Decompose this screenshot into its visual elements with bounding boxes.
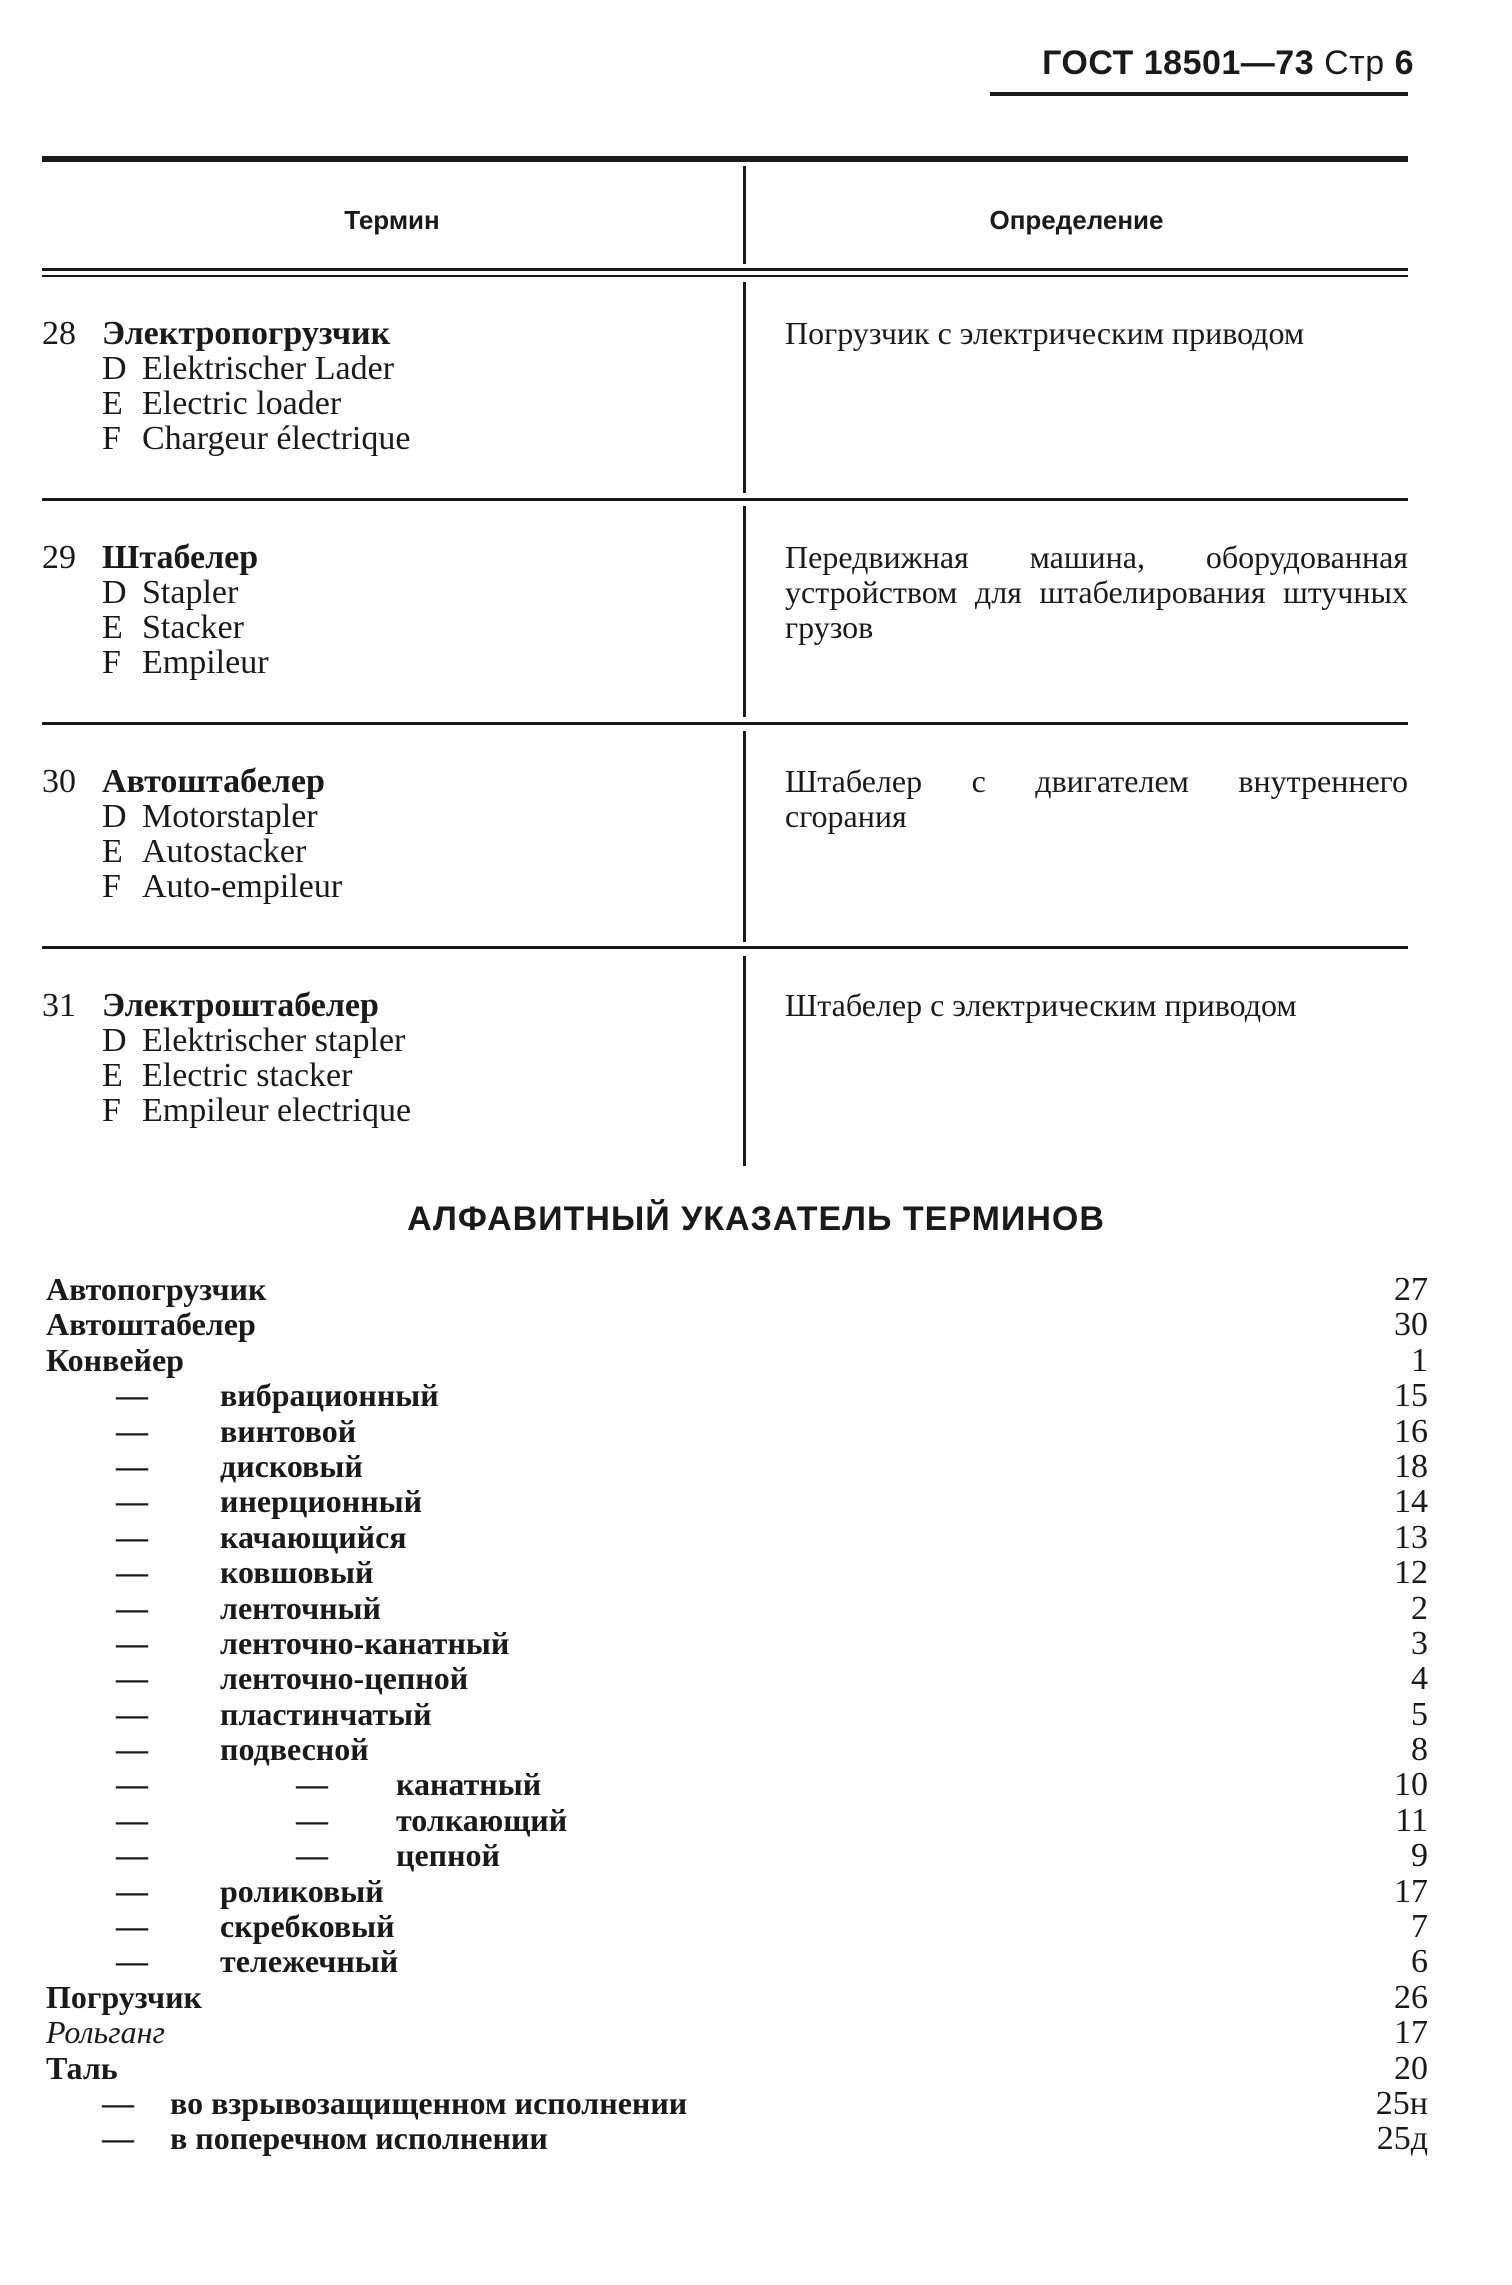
index-term: Автопогрузчик (46, 1271, 267, 1307)
index-dash: — (102, 2120, 134, 2157)
translation-text: Stapler (142, 574, 239, 611)
index-page-number: 2 (1411, 1589, 1428, 1627)
translation-text: Auto-empileur (142, 868, 343, 905)
index-page-number: 7 (1411, 1908, 1428, 1946)
term-number: 29 (42, 539, 76, 576)
translation-language: E (102, 385, 123, 422)
index-dash: — (116, 1908, 148, 1945)
column-heading-term: Термин (344, 205, 440, 235)
index-entry (46, 1874, 1428, 1909)
index-page-number: 5 (1411, 1695, 1428, 1733)
term-entry (42, 540, 732, 680)
translation-text: Motorstapler (142, 798, 318, 835)
index-dash: — (296, 1766, 328, 1803)
page-header (1042, 44, 1414, 83)
index-entry (46, 1838, 1428, 1873)
column-divider (743, 166, 746, 264)
index-dash: — (116, 1589, 148, 1626)
term-translation (42, 386, 732, 421)
index-dash: — (116, 1695, 148, 1732)
index-page-number: 17 (1394, 2014, 1428, 2052)
translation-language: D (102, 798, 127, 835)
index-page-number: 16 (1394, 1412, 1428, 1450)
column-heading-definition: Определение (989, 205, 1164, 235)
page-number: 6 (1394, 44, 1414, 82)
index-dash: — (116, 1731, 148, 1768)
index-entry (46, 1307, 1428, 1342)
index-dash: — (116, 1412, 148, 1449)
index-term: во взрывозащищенном исполнении (170, 2084, 688, 2121)
term-translation (42, 610, 732, 645)
term-russian: Электропогрузчик (102, 315, 391, 352)
index-dash: — (296, 1837, 328, 1874)
index-page-number: 30 (1394, 1306, 1428, 1344)
translation-language: D (102, 574, 127, 611)
index-term: скребковый (220, 1908, 395, 1945)
term-translation (42, 1058, 732, 1093)
index-title: АЛФАВИТНЫЙ УКАЗАТЕЛЬ ТЕРМИНОВ (407, 1200, 1105, 1238)
term-russian: Штабелер (102, 539, 259, 576)
term-definition: Штабелер с двигателем внутреннего сгорания (785, 763, 1408, 834)
term-translation (42, 575, 732, 610)
index-page-number: 25д (1376, 2120, 1428, 2158)
index-dash: — (116, 1447, 148, 1484)
index-term: ленточно-цепной (220, 1660, 469, 1697)
page-label: Стр (1324, 44, 1385, 82)
index-dash: — (116, 1624, 148, 1661)
translation-text: Chargeur électrique (142, 420, 411, 457)
index-dash: — (102, 2084, 134, 2121)
index-term: ковшовый (220, 1554, 374, 1591)
index-page-number: 3 (1411, 1624, 1428, 1662)
term-translation (42, 351, 732, 386)
index-entry (46, 1343, 1428, 1378)
index-term: вибрационный (220, 1377, 439, 1414)
index-dash: — (296, 1801, 328, 1838)
index-dash: — (116, 1483, 148, 1520)
translation-text: Electric stacker (142, 1057, 353, 1094)
index-term: роликовый (220, 1872, 384, 1909)
index-entry (46, 1484, 1428, 1519)
translation-language: E (102, 609, 123, 646)
term-entry (42, 764, 732, 904)
term-translation (42, 645, 732, 680)
term-number: 30 (42, 763, 76, 800)
index-page-number: 26 (1394, 1978, 1428, 2016)
column-divider (743, 506, 746, 717)
index-entry (46, 1591, 1428, 1626)
term-number: 28 (42, 315, 76, 352)
term-definition: Штабелер с электрическим приводом (785, 987, 1297, 1023)
term-translation (42, 799, 732, 834)
index-term: Автоштабелер (46, 1306, 256, 1343)
index-entry (46, 1520, 1428, 1555)
index-entry (46, 1414, 1428, 1449)
index-term: ленточный (220, 1589, 381, 1626)
index-term: винтовой (220, 1412, 357, 1449)
header-bottom-rule (42, 275, 1408, 277)
translation-language: F (102, 1092, 121, 1129)
column-divider (743, 731, 746, 942)
index-page-number: 9 (1411, 1837, 1428, 1875)
term-number: 31 (42, 987, 76, 1024)
term-index (46, 1272, 1428, 2157)
index-dash: — (116, 1837, 148, 1874)
index-dash: — (116, 1660, 148, 1697)
header-bottom-rule (42, 268, 1408, 271)
index-term: инерционный (220, 1483, 423, 1520)
index-page-number: 14 (1394, 1483, 1428, 1521)
index-page-number: 25н (1375, 2084, 1428, 2122)
column-divider (743, 282, 746, 493)
index-page-number: 4 (1411, 1660, 1428, 1698)
index-term: Погрузчик (46, 1978, 202, 2015)
index-dash: — (116, 1518, 148, 1555)
term-translation (42, 834, 732, 869)
index-entry (46, 2086, 1428, 2121)
index-term: канатный (396, 1766, 542, 1803)
index-page-number: 12 (1394, 1554, 1428, 1592)
index-page-number: 18 (1394, 1447, 1428, 1485)
index-entry (46, 1661, 1428, 1696)
term-russian: Автоштабелер (102, 763, 325, 800)
index-entry (46, 1909, 1428, 1944)
table-top-rule (42, 156, 1408, 162)
index-entry (46, 1626, 1428, 1661)
index-dash: — (116, 1872, 148, 1909)
index-term: подвесной (220, 1731, 369, 1768)
index-entry (46, 2015, 1428, 2050)
translation-language: D (102, 350, 127, 387)
index-term: качающийся (220, 1518, 407, 1555)
term-definition: Погрузчик с электрическим приводом (785, 315, 1305, 351)
term-russian: Электроштабелер (102, 987, 379, 1024)
index-dash: — (116, 1943, 148, 1980)
index-term: пластинчатый (220, 1695, 432, 1732)
index-term: цепной (396, 1837, 500, 1874)
index-entry (46, 1980, 1428, 2015)
term-definition: Передвижная машина, оборудованная устройством для штабелирования штучных грузов (785, 539, 1408, 645)
row-separator (42, 722, 1408, 725)
translation-language: F (102, 420, 121, 457)
index-term: Рольганг (46, 2014, 165, 2051)
index-page-number: 27 (1394, 1271, 1428, 1308)
index-term: дисковый (220, 1447, 363, 1484)
index-entry (46, 1272, 1428, 1307)
term-translation (42, 421, 732, 456)
index-entry (46, 1449, 1428, 1484)
doc-code: ГОСТ 18501—73 (1042, 44, 1315, 82)
index-entry (46, 1378, 1428, 1413)
index-page-number: 11 (1395, 1801, 1428, 1839)
translation-text: Elektrischer stapler (142, 1022, 406, 1059)
translation-language: E (102, 1057, 123, 1094)
index-entry (46, 1555, 1428, 1590)
index-page-number: 10 (1394, 1766, 1428, 1804)
index-term: тележечный (220, 1943, 399, 1980)
index-page-number: 13 (1394, 1518, 1428, 1556)
index-page-number: 20 (1394, 2049, 1428, 2087)
index-dash: — (116, 1377, 148, 1414)
index-entry (46, 1732, 1428, 1767)
header-rule (990, 92, 1408, 96)
translation-text: Autostacker (142, 833, 307, 870)
index-entry (46, 2121, 1428, 2156)
translation-text: Electric loader (142, 385, 342, 422)
index-page-number: 6 (1411, 1943, 1428, 1981)
term-translation (42, 869, 732, 904)
translation-text: Empileur (142, 644, 269, 681)
term-translation (42, 1023, 732, 1058)
index-term: Таль (46, 2049, 118, 2086)
translation-language: F (102, 644, 121, 681)
index-entry (46, 1944, 1428, 1979)
row-separator (42, 946, 1408, 949)
index-entry (46, 1697, 1428, 1732)
translation-language: E (102, 833, 123, 870)
index-page-number: 1 (1411, 1341, 1428, 1379)
term-translation (42, 1093, 732, 1128)
index-page-number: 15 (1394, 1377, 1428, 1415)
index-dash: — (116, 1766, 148, 1803)
index-entry (46, 1767, 1428, 1802)
index-page-number: 8 (1411, 1731, 1428, 1769)
index-entry (46, 1803, 1428, 1838)
index-dash: — (116, 1554, 148, 1591)
term-entry (42, 988, 732, 1128)
translation-language: F (102, 868, 121, 905)
index-term: в поперечном исполнении (170, 2120, 548, 2157)
translation-text: Stacker (142, 609, 244, 646)
column-divider (743, 956, 746, 1166)
translation-text: Elektrischer Lader (142, 350, 395, 387)
index-term: ленточно-канатный (220, 1624, 510, 1661)
index-term: толкающий (396, 1801, 568, 1838)
translation-language: D (102, 1022, 127, 1059)
index-page-number: 17 (1394, 1872, 1428, 1910)
index-term: Конвейер (46, 1341, 184, 1378)
index-entry (46, 2051, 1428, 2086)
index-dash: — (116, 1801, 148, 1838)
row-separator (42, 498, 1408, 501)
term-entry (42, 316, 732, 456)
translation-text: Empileur electrique (142, 1092, 412, 1129)
